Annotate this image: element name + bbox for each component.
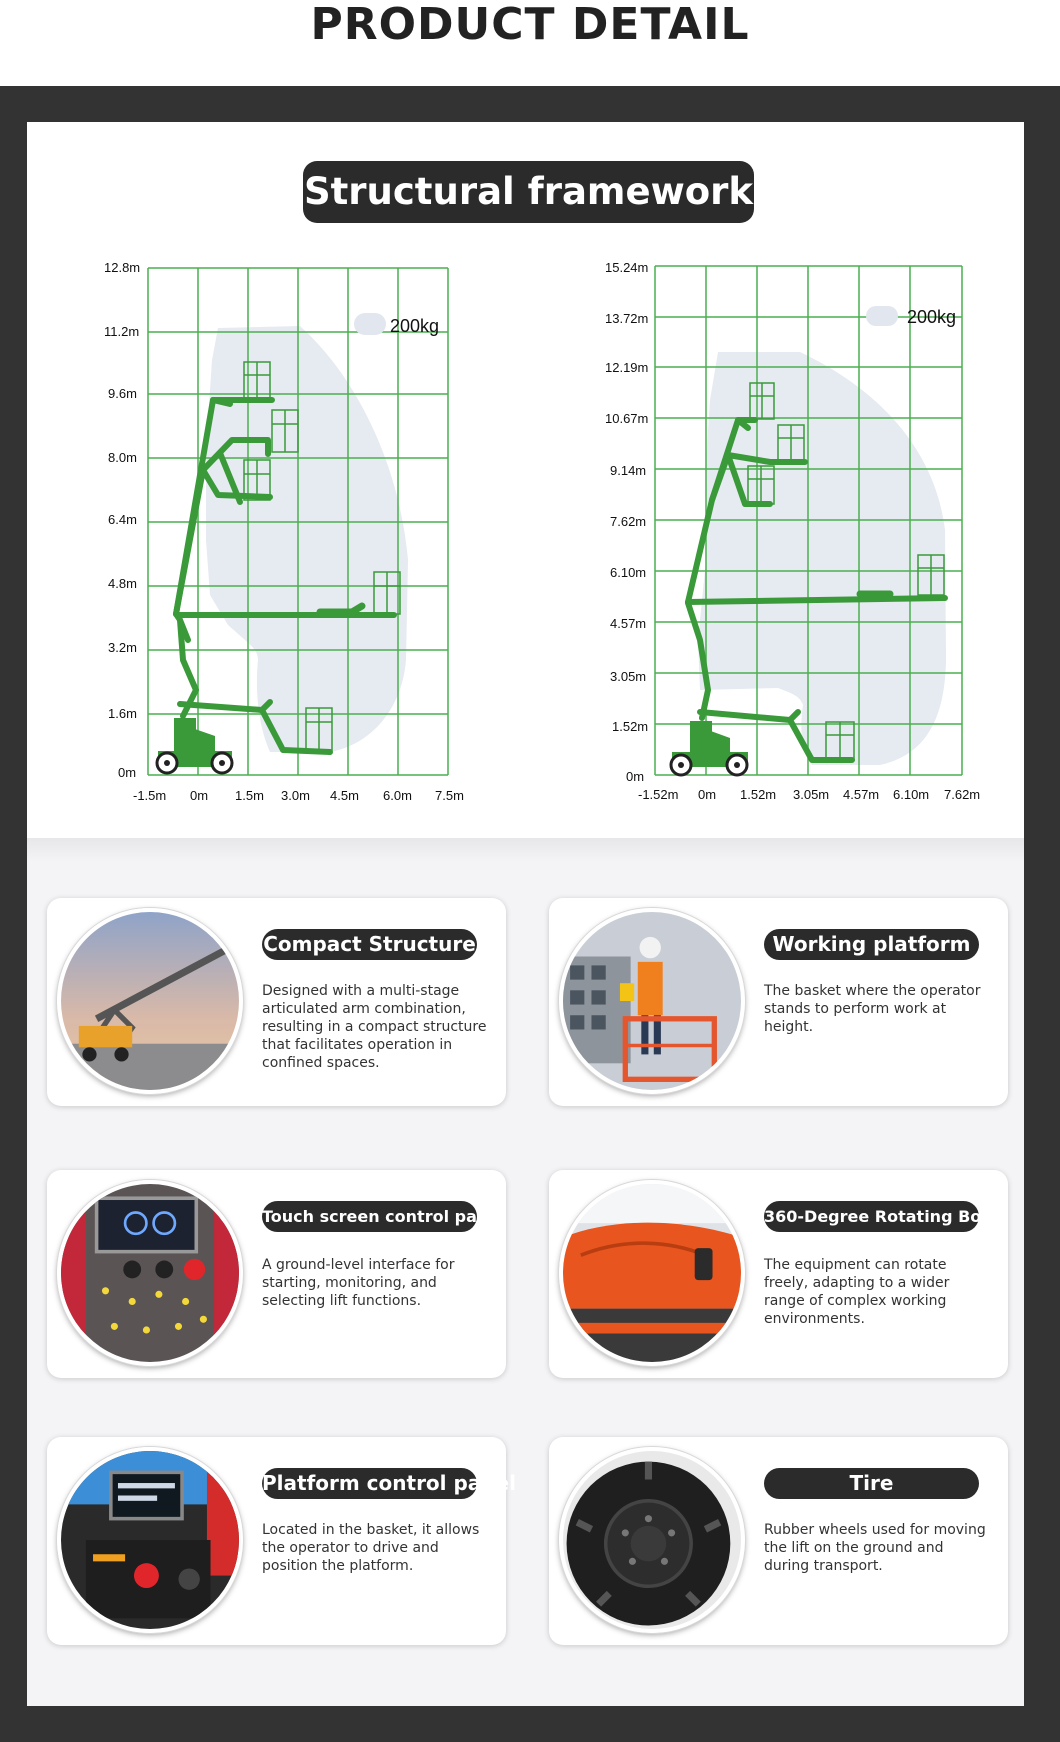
feature-title: Tire <box>764 1468 979 1499</box>
feature-description: Rubber wheels used for moving the lift on the ground and during transport. <box>764 1522 986 1574</box>
y-ticks-left <box>104 260 140 780</box>
x-tick: 6.0m <box>383 788 412 803</box>
x-ticks-left <box>133 788 464 803</box>
feature-description: The basket where the operator stands to perform work at height. <box>764 983 981 1035</box>
y-tick: 6.10m <box>610 565 647 580</box>
feature-title: Touch screen control panel <box>262 1201 477 1232</box>
x-tick: 3.0m <box>281 788 310 803</box>
feature-description: Designed with a multi-stage articulated arm combination, resulting in a compact structure that facilitates operation in confined spaces. <box>262 983 487 1071</box>
page-title: PRODUCT DETAIL <box>310 0 750 50</box>
feature-card-touch-screen-control <box>47 1170 506 1378</box>
worker-platform-photo <box>559 908 745 1094</box>
y-tick: 12.8m <box>104 260 141 275</box>
x-tick: 1.52m <box>740 787 777 802</box>
y-tick: 1.6m <box>108 706 137 721</box>
tire-photo <box>559 1447 745 1633</box>
x-tick: 6.10m <box>893 787 930 802</box>
feature-title: Compact Structure <box>262 929 477 960</box>
feature-title: Platform control panel <box>262 1468 477 1499</box>
x-ticks-right <box>638 787 980 802</box>
section-title: Structural framework <box>303 161 754 223</box>
feature-card-tire <box>549 1437 1008 1645</box>
y-tick: 0m <box>118 765 137 780</box>
x-tick: -1.52m <box>638 787 679 802</box>
y-tick: 12.19m <box>605 360 649 375</box>
y-tick: 4.8m <box>108 576 137 591</box>
y-tick: 9.6m <box>108 386 137 401</box>
y-tick: 9.14m <box>610 463 647 478</box>
feature-description: Located in the basket, it allows the operator to drive and position the platform. <box>262 1522 480 1574</box>
legend-label-right: 200kg <box>907 307 957 327</box>
feature-card-platform-control <box>47 1437 516 1645</box>
feature-description: A ground-level interface for starting, monitoring, and selecting lift functions. <box>262 1257 455 1309</box>
x-tick: 7.62m <box>944 787 981 802</box>
x-tick: 0m <box>190 788 209 803</box>
y-tick: 10.67m <box>605 411 649 426</box>
legend-swatch-left <box>354 313 386 335</box>
x-tick: 7.5m <box>435 788 464 803</box>
y-tick: 0m <box>626 769 645 784</box>
legend-swatch-right <box>866 306 898 326</box>
feature-title: 360-Degree Rotating Body <box>764 1201 979 1232</box>
turntable-photo <box>559 1180 745 1366</box>
working-range-diagram-left <box>104 260 464 803</box>
y-tick: 3.05m <box>610 669 647 684</box>
feature-card-working-platform <box>549 898 1008 1106</box>
y-tick: 7.62m <box>610 514 647 529</box>
y-tick: 6.4m <box>108 512 137 527</box>
y-tick: 13.72m <box>605 311 649 326</box>
feature-card-compact-structure <box>47 898 506 1106</box>
y-tick: 1.52m <box>612 719 649 734</box>
x-tick: 0m <box>698 787 717 802</box>
x-tick: 1.5m <box>235 788 264 803</box>
feature-title: Working platform <box>764 929 979 960</box>
x-tick: 4.57m <box>843 787 880 802</box>
y-ticks-right <box>605 260 648 784</box>
working-envelope-left <box>206 326 408 752</box>
feature-description: The equipment can rotate freely, adapting to a wider range of complex working environments. <box>764 1257 950 1327</box>
y-tick: 3.2m <box>108 640 137 655</box>
boom-lift-photo <box>57 908 243 1094</box>
legend-label-left: 200kg <box>390 316 440 336</box>
y-tick: 4.57m <box>610 616 647 631</box>
working-envelope-right <box>698 352 946 765</box>
feature-card-rotating-body <box>549 1170 1008 1378</box>
y-tick: 11.2m <box>104 324 140 339</box>
y-tick: 15.24m <box>605 260 649 275</box>
platform-control-photo <box>57 1447 243 1633</box>
x-tick: 4.5m <box>330 788 359 803</box>
working-range-diagram-right <box>605 260 980 802</box>
x-tick: -1.5m <box>133 788 167 803</box>
x-tick: 3.05m <box>793 787 830 802</box>
ground-control-panel-photo <box>57 1180 243 1366</box>
y-tick: 8.0m <box>108 450 137 465</box>
